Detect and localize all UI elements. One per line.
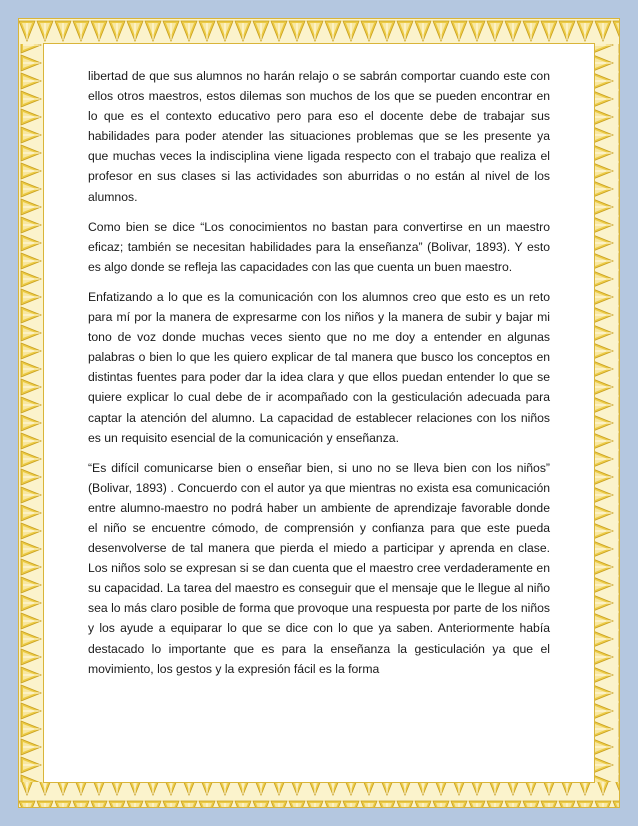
- paragraph-2: Como bien se dice “Los conocimientos no bastan para convertirse en un maestro eficaz; también se necesitan habilidades para la enseñanza” (Bolivar, 1893). Y esto es algo donde se refleja las capacidades con las que cuenta un buen maestro.: [88, 219, 550, 274]
- paragraph-1: libertad de que sus alumnos no harán relajo o se sabrán comportar cuando este con ellos otros maestros, estos dilemas son muchos de los que se pueden encontrar en lo que es el contexto educativo pero para eso el docente debe de trabajar sus habilidades para poder atender las situaciones problemas que se les presente ya que muchas veces la indisciplina viene ligada respecto con el trabajo que realiza el profesor en sus clases si las actividades son aburridas o no están al nivel de los alumnos.: [88, 69, 550, 204]
- paragraph-4: “Es difícil comunicarse bien o enseñar bien, si uno no se lleva bien con los niños” (Bolivar, 1893) . Concuerdo con el autor ya que mientras no exista esa comunicación entre alumno-maestro no podrá haber un ambiente de aprendizaje favorable donde el niño se encuentre cómodo, de comprensión y confianza para que este pueda desenvolverse de tal manera que pierda el miedo a participar y aprenda en clase. Los niños solo se expresan si se dan cuenta que el maestro cree verdaderamente en su capacidad. La tarea del maestro es conseguir que el mensaje que le llegue al niño sea lo más claro posible de forma que provoque una respuesta por parte de los niños y los ayude a equiparar lo que se dice con lo que ya saben. Anteriormente había destacado lo importante que es para la enseñanza la gesticulación ya que el movimiento, los gestos y la expresión fácil es la forma: [88, 460, 550, 676]
- document-body: [88, 66, 550, 689]
- paragraph-3: Enfatizando a lo que es la comunicación con los alumnos creo que esto es un reto para mí por la manera de expresarme con los niños y la manera de subir y bajar mi tono de voz donde muchas veces siento que no me doy a entender en algunas palabras o bien lo que les quiero explicar de tal manera que busco los conceptos en distintas fuentes para poder dar la idea clara y que ellos puedan entender lo que se quiere explicar lo cual debe de ir acompañado con la gesticulación adecuada para captar la atención del alumno. La capacidad de establecer relaciones con los niños es un requisito esencial de la comunicación y enseñanza.: [88, 289, 550, 445]
